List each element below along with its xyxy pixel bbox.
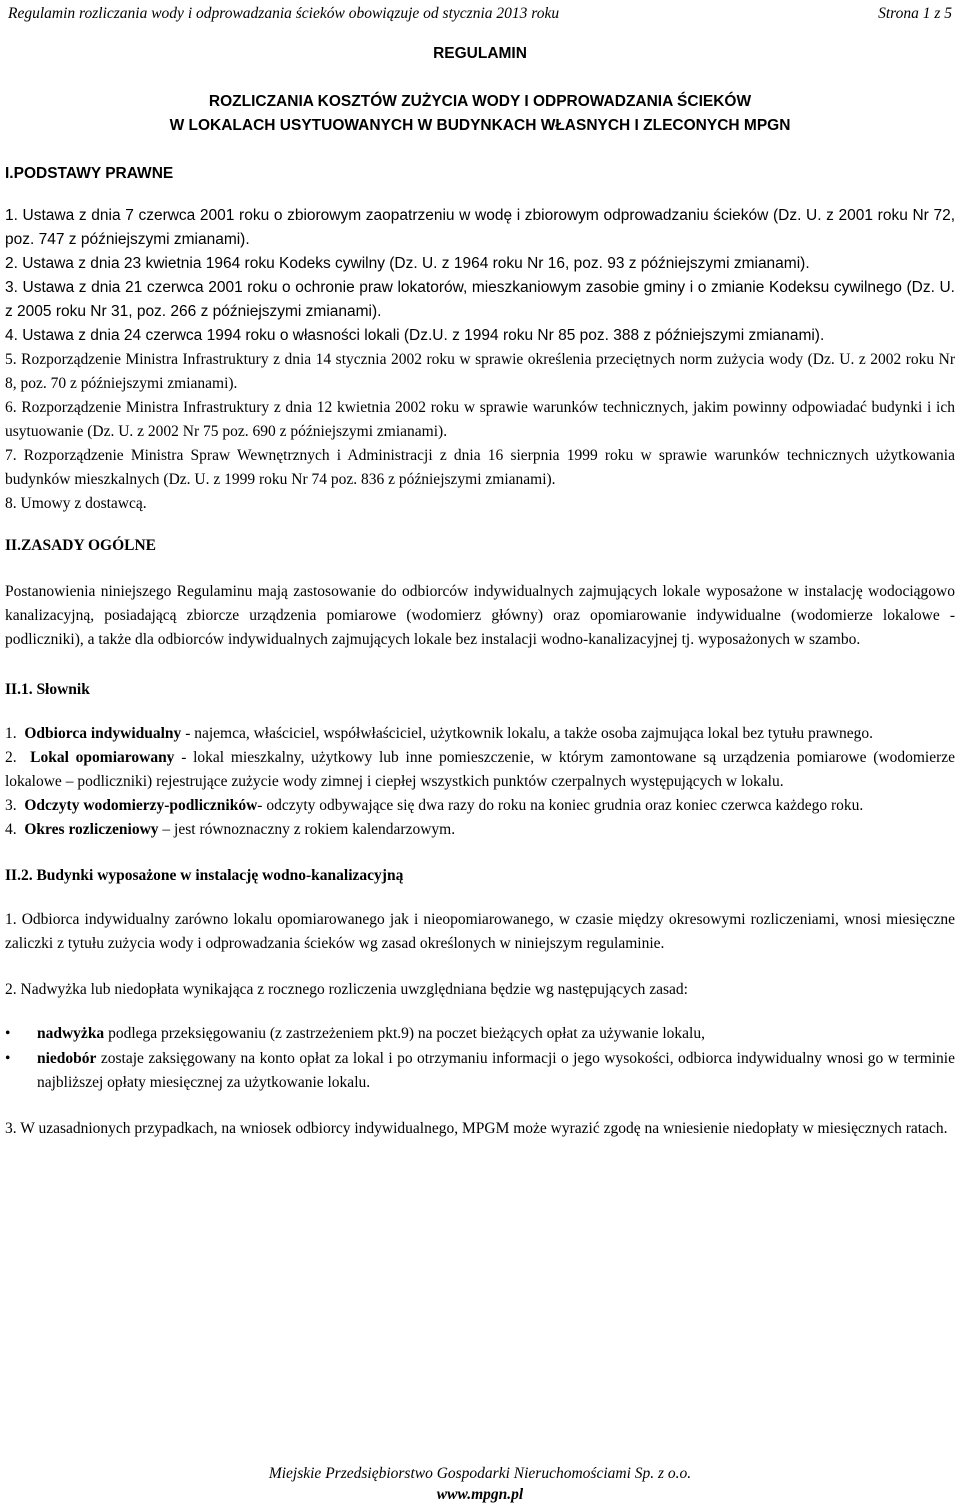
glossary-list (5, 722, 955, 842)
legal-item: 8. Umowy z dostawcą. (5, 495, 147, 513)
legal-item: 3. Ustawa z dnia 21 czerwca 2001 roku o ochronie praw lokatorów, mieszkaniowym zasobie gminy i o zmianie Kodeksu cywilnego (Dz. U. z 2005 roku Nr 31, poz. 266 z późniejszymi zmianami). (5, 279, 955, 321)
section-heading-general-rules: II.ZASADY OGÓLNE (5, 537, 157, 555)
footer-company: Miejskie Przedsiębiorstwo Gospodarki Nieruchomościami Sp. z o.o. (268, 1465, 692, 1482)
subsection-heading-buildings: II.2. Budynki wyposażone w instalację wodno-kanalizacyjną (5, 867, 404, 885)
bullet-item (5, 1022, 955, 1046)
document-body (5, 42, 955, 1141)
bullet-item (5, 1047, 955, 1095)
glossary-term: Odczyty wodomierzy-podliczników (24, 797, 258, 815)
glossary-number: 1. (5, 725, 17, 743)
legal-basis-list (5, 204, 955, 516)
buildings-paragraph-3: 3. W uzasadnionych przypadkach, na wniosek odbiorcy indywidualnego, MPGM może wyrazić zgodę na wniesienie niedopłaty w miesięcznych ratach. (5, 1119, 948, 1137)
buildings-paragraph-2: 2. Nadwyżka lub niedopłata wynikająca z rocznego rozliczenia uwzględniana będzie wg następujących zasad: (5, 981, 688, 999)
page-number: Strona 1 z 5 (878, 5, 952, 22)
bullet-term: nadwyżka (37, 1025, 105, 1043)
glossary-item (5, 722, 955, 746)
glossary-item (5, 818, 955, 842)
general-rules-intro: Postanowienia niniejszego Regulaminu mają zastosowanie do odbiorców indywidualnych zajmujących lokale wyposażone w instalację wodociągowo kanalizacyjną, posiadającą zbiorcze urządzenia pomiarowe (wodomierz główny) oraz opomiarowanie indywidualne (wodomierze lokalowe - podliczniki), a także dla odbiorców indywidualnych zajmujących lokale bez instalacji wodno-kanalizacyjnej tj. wyposażonych w szambo. (5, 583, 955, 649)
legal-item: 5. Rozporządzenie Ministra Infrastruktury z dnia 14 stycznia 2002 roku w sprawie określenia przeciętnych norm zużycia wody (Dz. U. z 2002 roku Nr 8, poz. 70 z późniejszymi zmianami). (5, 351, 955, 393)
glossary-term: Okres rozliczeniowy (24, 821, 159, 839)
glossary-definition: - odczyty odbywające się dwa razy do roku na koniec grudnia oraz koniec czerwca każdego roku. (257, 797, 864, 815)
page-header (8, 2, 952, 24)
legal-item: 2. Ustawa z dnia 23 kwietnia 1964 roku Kodeks cywilny (Dz. U. z 1964 roku Nr 16, poz. 93 z późniejszymi zmianami). (5, 255, 810, 273)
legal-item: 1. Ustawa z dnia 7 czerwca 2001 roku o zbiorowym zaopatrzeniu w wodę i zbiorowym odprowadzaniu ścieków (Dz. U. z 2001 roku Nr 72, poz. 747 z późniejszymi zmianami). (5, 207, 955, 249)
glossary-number: 3. (5, 797, 17, 815)
buildings-paragraph-1: 1. Odbiorca indywidualny zarówno lokalu opomiarowanego jak i nieopomiarowanego, w czasie między okresowymi rozliczeniami, wnosi miesięczne zaliczki z tytułu zużycia wody i odprowadzania ścieków wg zasad określonych w niniejszym regulaminie. (5, 911, 955, 953)
bullet-icon: • (5, 1025, 11, 1043)
glossary-definition: - najemca, właściciel, współwłaściciel, użytkownik lokalu, a także osoba zajmująca lokal bez tytułu prawnego. (181, 725, 873, 743)
bullet-text (37, 1022, 955, 1046)
page-footer (0, 1464, 960, 1506)
bullet-icon: • (5, 1049, 11, 1067)
header-title: Regulamin rozliczania wody i odprowadzania ścieków obowiązuje od stycznia 2013 roku (8, 5, 560, 22)
glossary-item (5, 794, 955, 818)
doc-title: REGULAMIN (433, 45, 527, 62)
subsection-heading-glossary: II.1. Słownik (5, 681, 90, 699)
section-heading-legal-basis: I.PODSTAWY PRAWNE (5, 165, 174, 183)
glossary-definition: - lokal mieszkalny, użytkowy lub inne pomieszczenie, w którym zamontowane są urządzenia pomiarowe (wodomierze lokalowe – podliczniki) rejestrujące zużycie wody zimnej i ciepłej wszystkich punktów czerpalnych występujących w lokalu. (5, 749, 955, 791)
glossary-definition: – jest równoznaczny z rokiem kalendarzowym. (158, 821, 456, 839)
glossary-number: 4. (5, 821, 17, 839)
legal-item: 7. Rozporządzenie Ministra Spraw Wewnętrznych i Administracji z dnia 16 sierpnia 1999 roku w sprawie warunków technicznych użytkowania budynków mieszkalnych (Dz. U. z 1999 roku Nr 74 poz. 836 z późniejszymi zmianami). (5, 447, 955, 489)
bullet-text (37, 1047, 955, 1095)
bullet-description: zostaje zaksięgowany na konto opłat za lokal i po otrzymaniu informacji o jego wysokości, odbiorca indywidualny wnosi go w terminie najbliższej opłaty miesięcznej za użytkowanie lokalu. (37, 1049, 955, 1091)
glossary-term: Lokal opomiarowany (30, 749, 175, 767)
legal-item: 4. Ustawa z dnia 24 czerwca 1994 roku o własności lokali (Dz.U. z 1994 roku Nr 85 poz. 388 z późniejszymi zmianami). (5, 327, 825, 345)
legal-item: 6. Rozporządzenie Ministra Infrastruktury z dnia 12 kwietnia 2002 roku w sprawie warunków technicznych, jakim powinny odpowiadać budynki i ich usytuowanie (Dz. U. z 2002 Nr 75 poz. 690 z późniejszymi zmianami). (5, 399, 955, 441)
bullet-description: podlega przeksięgowaniu (z zastrzeżeniem pkt.9) na poczet bieżących opłat za używanie lokalu, (104, 1025, 705, 1043)
bullet-term: niedobór (37, 1049, 97, 1067)
doc-subtitle-line1: ROZLICZANIA KOSZTÓW ZUŻYCIA WODY I ODPROWADZANIA ŚCIEKÓW (208, 93, 752, 111)
glossary-number: 2. (5, 749, 17, 767)
doc-subtitle-line2: W LOKALACH USYTUOWANYCH W BUDYNKACH WŁASNYCH I ZLECONYCH MPGN (169, 117, 791, 135)
glossary-item (5, 746, 955, 794)
glossary-term: Odbiorca indywidualny (24, 725, 182, 743)
footer-url[interactable]: www.mpgn.pl (436, 1485, 524, 1503)
